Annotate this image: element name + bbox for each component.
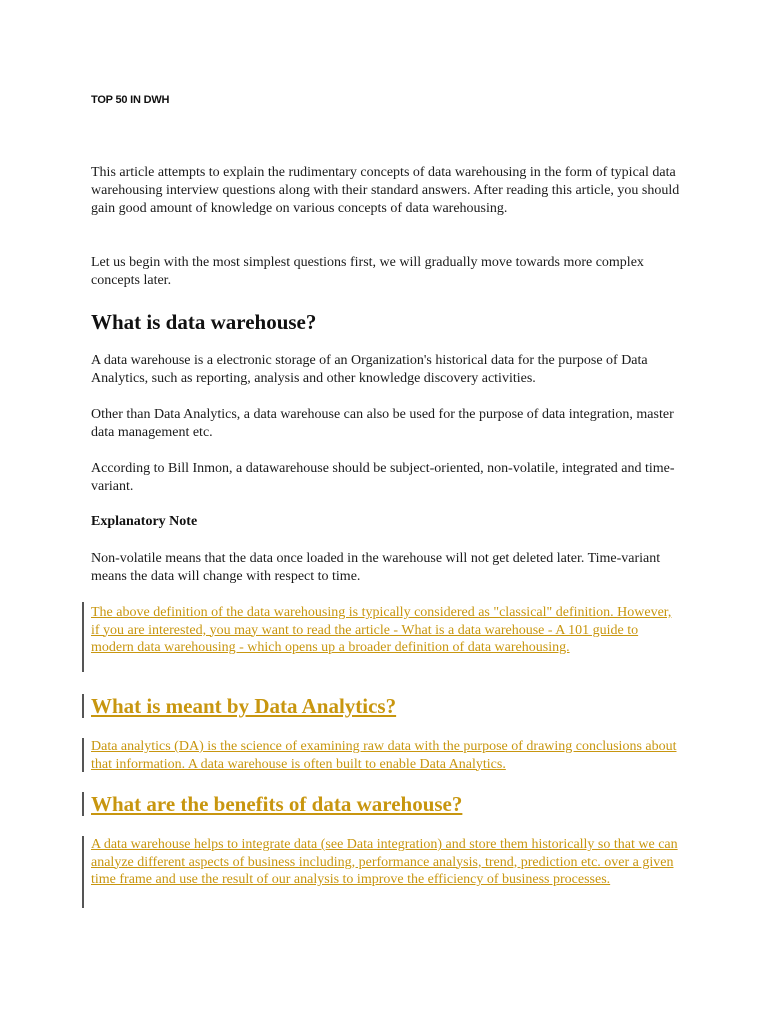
intro-paragraph-1: This article attempts to explain the rudimentary concepts of data warehousing in the form of typical data warehousing interview questions along with their standard answers. After reading this article, you should gain good amount of knowledge on various concepts of data warehousing. (91, 165, 680, 216)
quote-bar (82, 836, 84, 908)
other-uses-paragraph: Other than Data Analytics, a data warehouse can also be used for the purpose of data integration, master data management etc. (91, 407, 674, 440)
heading-data-analytics-link[interactable]: What is meant by Data Analytics? (91, 694, 397, 718)
quote-bar (82, 602, 84, 672)
quote-bar (82, 738, 84, 772)
quote-bar (82, 792, 84, 816)
inmon-paragraph: According to Bill Inmon, a datawarehouse should be subject-oriented, non-volatile, integrated and time-variant. (91, 461, 675, 494)
benefits-link[interactable]: A data warehouse helps to integrate data (see Data integration) and store them historically so that we can analyze different aspects of business including, performance analysis, trend, prediction etc. over a given time frame and use the result of our analysis to improve the efficiency of business processes. (91, 837, 678, 887)
classical-definition-link[interactable]: The above definition of the data warehousing is typically considered as "classical" definition. However, if you are interested, you may want to read the article - What is a data warehouse - A 101 guide to modern data warehousing - which opens up a broader definition of data warehousing. (91, 605, 672, 655)
quote-bar (82, 694, 84, 718)
explanatory-note-heading: Explanatory Note (91, 514, 198, 529)
document-title: TOP 50 IN DWH (91, 94, 170, 106)
data-analytics-link[interactable]: Data analytics (DA) is the science of examining raw data with the purpose of drawing conclusions about that information. A data warehouse is often built to enable Data Analytics. (91, 739, 677, 772)
intro-paragraph-2: Let us begin with the most simplest questions first, we will gradually move towards more complex concepts later. (91, 255, 644, 288)
heading-benefits-link[interactable]: What are the benefits of data warehouse? (91, 792, 463, 816)
definition-paragraph: A data warehouse is a electronic storage of an Organization's historical data for the purpose of Data Analytics, such as reporting, analysis and other knowledge discovery activities. (91, 353, 648, 386)
explanatory-note-text: Non-volatile means that the data once loaded in the warehouse will not get deleted later. Time-variant means the data will change with respect to time. (91, 551, 661, 584)
heading-what-is-data-warehouse: What is data warehouse? (91, 310, 317, 334)
